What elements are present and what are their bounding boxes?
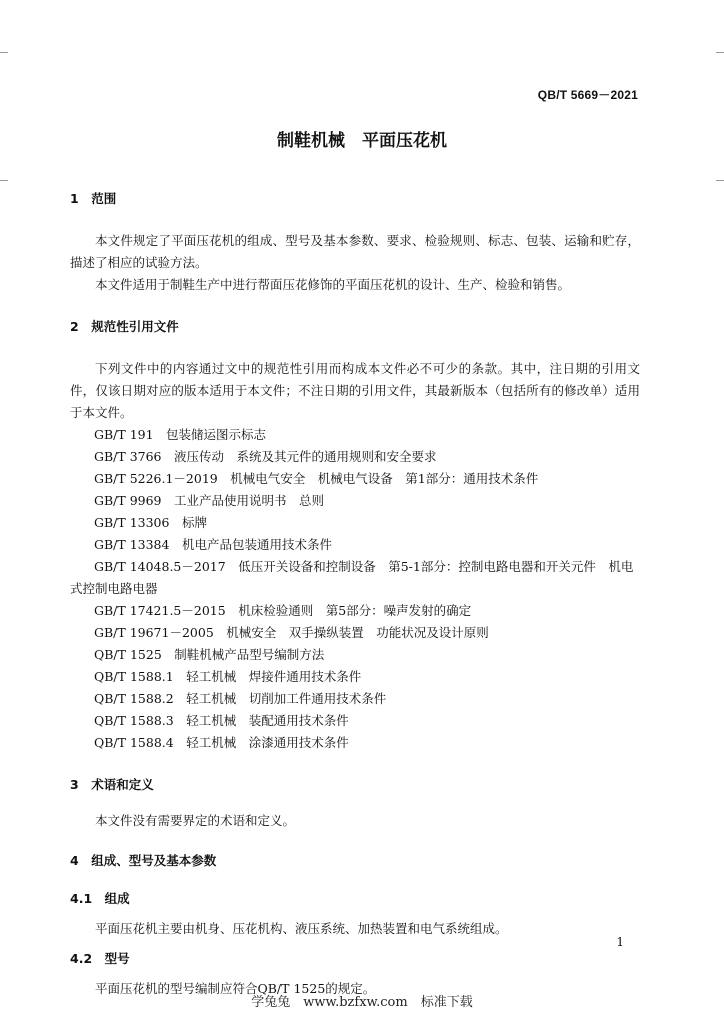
- section-3-para: 本文件没有需要界定的术语和定义。: [95, 813, 296, 828]
- section-2-heading: 2 规范性引用文件: [70, 319, 179, 334]
- reference-item: GB/T 14048.5－2017 低压开关设备和控制设备 第5-1部分：控制电路电器和开关元件 机电式控制电路电器: [70, 559, 634, 596]
- reference-item: GB/T 191 包装储运图示标志: [94, 427, 267, 442]
- section-1-para-1: 本文件规定了平面压花机的组成、型号及基本参数、要求、检验规则、标志、包装、运输和贮存，描述了相应的试验方法。: [70, 233, 640, 270]
- reference-item: QB/T 1588.2 轻工机械 切削加工件通用技术条件: [94, 691, 387, 706]
- document-title: 制鞋机械 平面压花机: [277, 131, 447, 151]
- reference-item: GB/T 9969 工业产品使用说明书 总则: [94, 493, 325, 508]
- section-3-heading: 3 术语和定义: [70, 777, 154, 792]
- document-body: [70, 188, 640, 1000]
- reference-item: QB/T 1525 制鞋机械产品型号编制方法: [94, 647, 325, 662]
- reference-item: GB/T 13306 标牌: [94, 515, 207, 530]
- section-4-1-heading: 4.1 组成: [70, 891, 130, 906]
- reference-item: GB/T 19671－2005 机械安全 双手操纵装置 功能状况及设计原则: [94, 625, 489, 640]
- section-4-2-para: 平面压花机的型号编制应符合QB/T 1525的规定。: [95, 981, 376, 996]
- normative-references-list: [70, 424, 640, 754]
- margin-mark-right: [716, 52, 724, 53]
- reference-item: GB/T 17421.5－2015 机床检验通则 第5部分：噪声发射的确定: [94, 603, 472, 618]
- reference-item: GB/T 3766 液压传动 系统及其元件的通用规则和安全要求: [94, 449, 437, 464]
- document-number: QB/T 5669－2021: [537, 88, 638, 102]
- reference-item: GB/T 5226.1－2019 机械电气安全 机械电气设备 第1部分：通用技术条件: [94, 471, 539, 486]
- footer-watermark[interactable]: 学兔兔 www.bzfxw.com 标准下载: [251, 995, 473, 1010]
- reference-item: QB/T 1588.4 轻工机械 涂漆通用技术条件: [94, 735, 349, 750]
- section-4-2-heading: 4.2 型号: [70, 951, 130, 966]
- reference-item: QB/T 1588.1 轻工机械 焊接件通用技术条件: [94, 669, 362, 684]
- margin-mark-left-mid: [0, 180, 8, 181]
- section-4-heading: 4 组成、型号及基本参数: [70, 853, 217, 868]
- section-4-1-para: 平面压花机主要由机身、压花机构、液压系统、加热装置和电气系统组成。: [95, 921, 508, 936]
- reference-item: GB/T 13384 机电产品包装通用技术条件: [94, 537, 332, 552]
- page-number: 1: [616, 935, 624, 949]
- reference-item: QB/T 1588.3 轻工机械 装配通用技术条件: [94, 713, 349, 728]
- margin-mark-right-mid: [716, 180, 724, 181]
- margin-mark-top: [0, 52, 8, 53]
- section-1-para-2: 本文件适用于制鞋生产中进行帮面压花修饰的平面压花机的设计、生产、检验和销售。: [95, 277, 571, 292]
- section-1-heading: 1 范围: [70, 191, 117, 206]
- section-2-intro: 下列文件中的内容通过文中的规范性引用而构成本文件必不可少的条款。其中，注日期的引用文件，仅该日期对应的版本适用于本文件；不注日期的引用文件，其最新版本（包括所有的修改单）适用于本文件。: [70, 361, 640, 420]
